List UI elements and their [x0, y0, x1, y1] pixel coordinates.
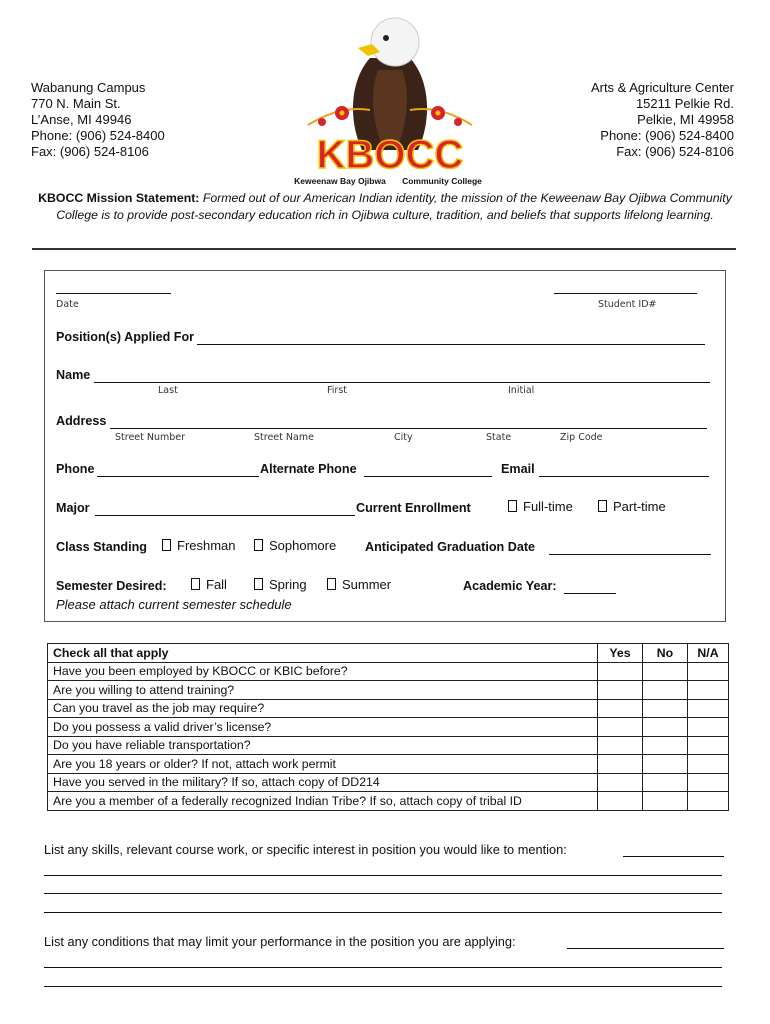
- question-cell: Have you served in the military? If so, attach copy of DD214: [48, 773, 598, 792]
- name-initial-label: Initial: [508, 385, 535, 396]
- address-line: Phone: (906) 524-8400: [31, 128, 165, 143]
- yes-header: Yes: [598, 644, 643, 663]
- spring-checkbox[interactable]: [254, 577, 307, 592]
- arts-agriculture-center-address: [591, 80, 734, 160]
- name-last-label: Last: [158, 385, 178, 396]
- na-cell[interactable]: [688, 736, 729, 755]
- sophomore-label: Sophomore: [269, 538, 337, 553]
- yes-cell[interactable]: [598, 662, 643, 681]
- checkbox-icon[interactable]: [191, 578, 200, 590]
- email-label: Email: [501, 462, 535, 476]
- address-label: Address: [56, 414, 107, 428]
- address-line: Wabanung Campus: [31, 80, 146, 95]
- na-cell[interactable]: [688, 681, 729, 700]
- checkbox-icon[interactable]: [598, 500, 607, 512]
- mission-text: Formed out of our American Indian identity, the mission of the Keweenaw Bay Ojibwa Community College is to provide post-secondary education rich in Ojibwa culture, tradition, and beliefs that supports lifelong learning.: [56, 191, 732, 222]
- address-line: Phone: (906) 524-8400: [600, 128, 734, 143]
- semester-desired-label: Semester Desired:: [56, 579, 167, 593]
- spring-label: Spring: [269, 577, 307, 592]
- alternate-phone-field[interactable]: [364, 476, 492, 477]
- freshman-checkbox[interactable]: [162, 538, 236, 553]
- sophomore-checkbox[interactable]: [254, 538, 336, 553]
- checkbox-icon[interactable]: [162, 539, 171, 551]
- major-label: Major: [56, 501, 90, 515]
- city-label: City: [394, 432, 413, 443]
- na-cell[interactable]: [688, 792, 729, 811]
- full-time-label: Full-time: [523, 499, 573, 514]
- yes-cell[interactable]: [598, 773, 643, 792]
- skills-prompt: List any skills, relevant course work, or specific interest in position you would like to mention:: [44, 842, 567, 857]
- student-id-label: Student ID#: [598, 299, 657, 310]
- address-line: 15211 Pelkie Rd.: [635, 96, 734, 111]
- alternate-phone-label: Alternate Phone: [260, 462, 357, 476]
- no-cell[interactable]: [643, 699, 688, 718]
- no-cell[interactable]: [643, 681, 688, 700]
- checkbox-icon[interactable]: [254, 578, 263, 590]
- yes-cell[interactable]: [598, 755, 643, 774]
- date-field[interactable]: [56, 293, 171, 294]
- logo-tag-left: Keweenaw Bay Ojibwa: [294, 176, 386, 186]
- yes-cell[interactable]: [598, 792, 643, 811]
- phone-field[interactable]: [97, 476, 259, 477]
- checkbox-icon[interactable]: [508, 500, 517, 512]
- na-header: N/A: [688, 644, 729, 663]
- question-cell: Do you possess a valid driver’s license?: [48, 718, 598, 737]
- no-cell[interactable]: [643, 755, 688, 774]
- question-cell: Are you willing to attend training?: [48, 681, 598, 700]
- position-field[interactable]: [197, 344, 705, 345]
- schedule-note: Please attach current semester schedule: [56, 597, 292, 612]
- no-header: No: [643, 644, 688, 663]
- question-cell: Can you travel as the job may require?: [48, 699, 598, 718]
- na-cell[interactable]: [688, 755, 729, 774]
- question-cell: Are you 18 years or older? If not, attach work permit: [48, 755, 598, 774]
- name-first-label: First: [327, 385, 347, 396]
- na-cell[interactable]: [688, 662, 729, 681]
- state-label: State: [486, 432, 512, 443]
- graduation-date-label: Anticipated Graduation Date: [365, 540, 536, 554]
- na-cell[interactable]: [688, 773, 729, 792]
- table-row: [48, 681, 729, 700]
- header-divider: [32, 248, 736, 250]
- table-row: [48, 792, 729, 811]
- table-row: [48, 699, 729, 718]
- table-row: [48, 773, 729, 792]
- academic-year-label: Academic Year:: [463, 579, 557, 593]
- question-cell: Are you a member of a federally recognized Indian Tribe? If so, attach copy of tribal ID: [48, 792, 598, 811]
- no-cell[interactable]: [643, 718, 688, 737]
- major-field[interactable]: [95, 515, 355, 516]
- checkbox-icon[interactable]: [327, 578, 336, 590]
- address-field[interactable]: [110, 428, 707, 429]
- current-enrollment-label: Current Enrollment: [356, 501, 471, 515]
- mission-label: KBOCC Mission Statement:: [38, 191, 200, 205]
- summer-label: Summer: [342, 577, 392, 592]
- table-row: [48, 736, 729, 755]
- academic-year-field[interactable]: [564, 593, 616, 594]
- yes-cell[interactable]: [598, 718, 643, 737]
- application-form-box: [44, 270, 726, 622]
- street-name-label: Street Name: [254, 432, 314, 443]
- skills-line[interactable]: [44, 893, 722, 894]
- skills-field[interactable]: [623, 856, 724, 857]
- part-time-checkbox[interactable]: [598, 499, 666, 514]
- fall-label: Fall: [206, 577, 227, 592]
- address-line: Arts & Agriculture Center: [590, 80, 734, 95]
- class-standing-label: Class Standing: [56, 540, 147, 554]
- table-row: [48, 755, 729, 774]
- table-row: [48, 718, 729, 737]
- conditions-line[interactable]: [44, 986, 722, 987]
- no-cell[interactable]: [643, 736, 688, 755]
- fall-checkbox[interactable]: [191, 577, 227, 592]
- freshman-label: Freshman: [177, 538, 236, 553]
- address-line: 770 N. Main St.: [31, 96, 121, 111]
- no-cell[interactable]: [643, 773, 688, 792]
- na-cell[interactable]: [688, 699, 729, 718]
- question-cell: Have you been employed by KBOCC or KBIC before?: [48, 662, 598, 681]
- question-cell: Do you have reliable transportation?: [48, 736, 598, 755]
- yes-cell[interactable]: [598, 681, 643, 700]
- full-time-checkbox[interactable]: [508, 499, 573, 514]
- mission-statement: [30, 190, 740, 224]
- name-field[interactable]: [94, 382, 710, 383]
- part-time-label: Part-time: [613, 499, 666, 514]
- check-all-header: Check all that apply: [48, 644, 598, 663]
- conditions-line[interactable]: [44, 967, 722, 968]
- conditions-prompt: List any conditions that may limit your performance in the position you are applying:: [44, 934, 516, 949]
- student-id-field[interactable]: [554, 293, 697, 294]
- na-cell[interactable]: [688, 718, 729, 737]
- skills-line[interactable]: [44, 912, 722, 913]
- checkbox-icon[interactable]: [254, 539, 263, 551]
- phone-label: Phone: [56, 462, 95, 476]
- skills-line[interactable]: [44, 875, 722, 876]
- graduation-date-field[interactable]: [549, 554, 711, 555]
- name-label: Name: [56, 368, 91, 382]
- email-field[interactable]: [539, 476, 709, 477]
- logo-text: KBOCC: [316, 133, 464, 177]
- position-label: Position(s) Applied For: [56, 330, 195, 344]
- street-number-label: Street Number: [115, 432, 186, 443]
- no-cell[interactable]: [643, 792, 688, 811]
- address-line: L’Anse, MI 49946: [31, 112, 132, 127]
- date-label: Date: [56, 299, 79, 310]
- address-line: Pelkie, MI 49958: [637, 112, 734, 127]
- conditions-field[interactable]: [567, 948, 724, 949]
- logo-tag-right: Community College: [402, 176, 482, 186]
- zip-code-label: Zip Code: [560, 432, 603, 443]
- address-line: Fax: (906) 524-8106: [31, 144, 149, 159]
- wabanung-campus-address: [31, 80, 165, 160]
- yes-cell[interactable]: [598, 736, 643, 755]
- no-cell[interactable]: [643, 662, 688, 681]
- summer-checkbox[interactable]: [327, 577, 391, 592]
- table-row: [48, 662, 729, 681]
- address-line: Fax: (906) 524-8106: [616, 144, 734, 159]
- yes-cell[interactable]: [598, 699, 643, 718]
- kbocc-logo: [290, 10, 490, 188]
- table-header-row: [48, 644, 729, 663]
- checklist-table: [47, 643, 729, 811]
